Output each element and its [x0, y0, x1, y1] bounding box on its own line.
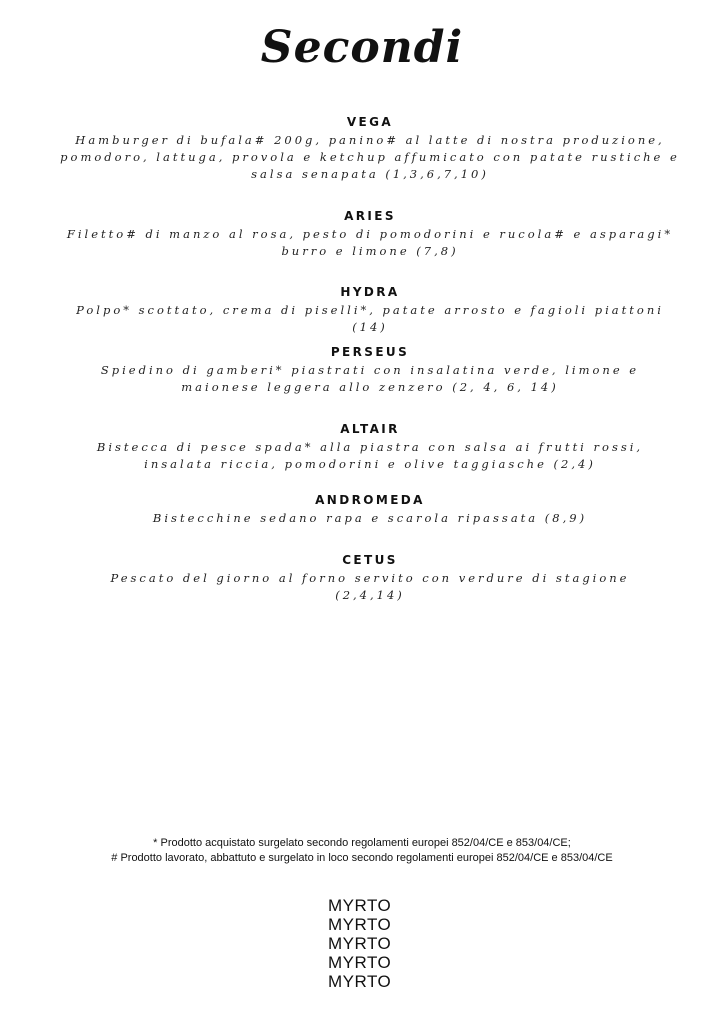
dish-description: Hamburger di bufala# 200g, panino# al latte di nostra produzione, pomodoro, lattuga, provola e ketchup affumicato con patate rustiche e salsa senapata (1,3,6,7,10) [60, 133, 680, 181]
logo-line: MYRTO [328, 953, 392, 972]
logo-line: MYRTO [328, 915, 392, 934]
dish-item-vega [60, 114, 680, 183]
footnote-frozen: * Prodotto acquistato surgelato secondo regolamenti europei 852/04/CE e 853/04/CE; [153, 837, 571, 849]
dish-item-altair [90, 421, 650, 473]
dish-item-aries [66, 208, 674, 260]
dish-description: Spiedino di gamberi* piastrati con insalatina verde, limone e maionese leggera allo zenzero (2, 4, 6, 14) [100, 363, 640, 394]
footnote-processed: # Prodotto lavorato, abbattuto e surgelato in loco secondo regolamenti europei 852/04/CE e 853/04/CE [111, 852, 613, 864]
dish-name: CETUS [342, 553, 398, 567]
dish-item-andromeda [90, 492, 650, 527]
dish-name: VEGA [346, 115, 394, 129]
dish-description: Polpo* scottato, crema di piselli*, patate arrosto e fagioli piattoni (14) [76, 303, 664, 334]
dish-description: Bistecca di pesce spada* alla piastra con salsa ai frutti rossi, insalata riccia, pomodorini e olive taggiasche (2,4) [96, 440, 644, 471]
page-title: Secondi [260, 22, 464, 73]
dish-name: ANDROMEDA [315, 493, 425, 507]
logo-line: MYRTO [328, 934, 392, 953]
dish-name: PERSEUS [330, 345, 410, 359]
dish-description: Filetto# di manzo al rosa, pesto di pomodorini e rucola# e asparagi* burro e limone (7,8) [66, 227, 674, 258]
logo-line: MYRTO [328, 896, 392, 915]
dish-item-cetus [90, 552, 650, 604]
logo-line: MYRTO [328, 972, 392, 991]
allergen-footnotes [0, 836, 724, 866]
dish-name: HYDRA [340, 285, 400, 299]
dish-description: Bistecchine sedano rapa e scarola ripassata (8,9) [152, 511, 588, 525]
myrto-logo [328, 896, 400, 991]
dish-name: ALTAIR [340, 422, 400, 436]
dish-item-hydra [76, 284, 664, 336]
dish-name: ARIES [344, 209, 396, 223]
dish-description: Pescato del giorno al forno servito con verdure di stagione (2,4,14) [110, 571, 630, 602]
dish-item-perseus [90, 344, 650, 396]
